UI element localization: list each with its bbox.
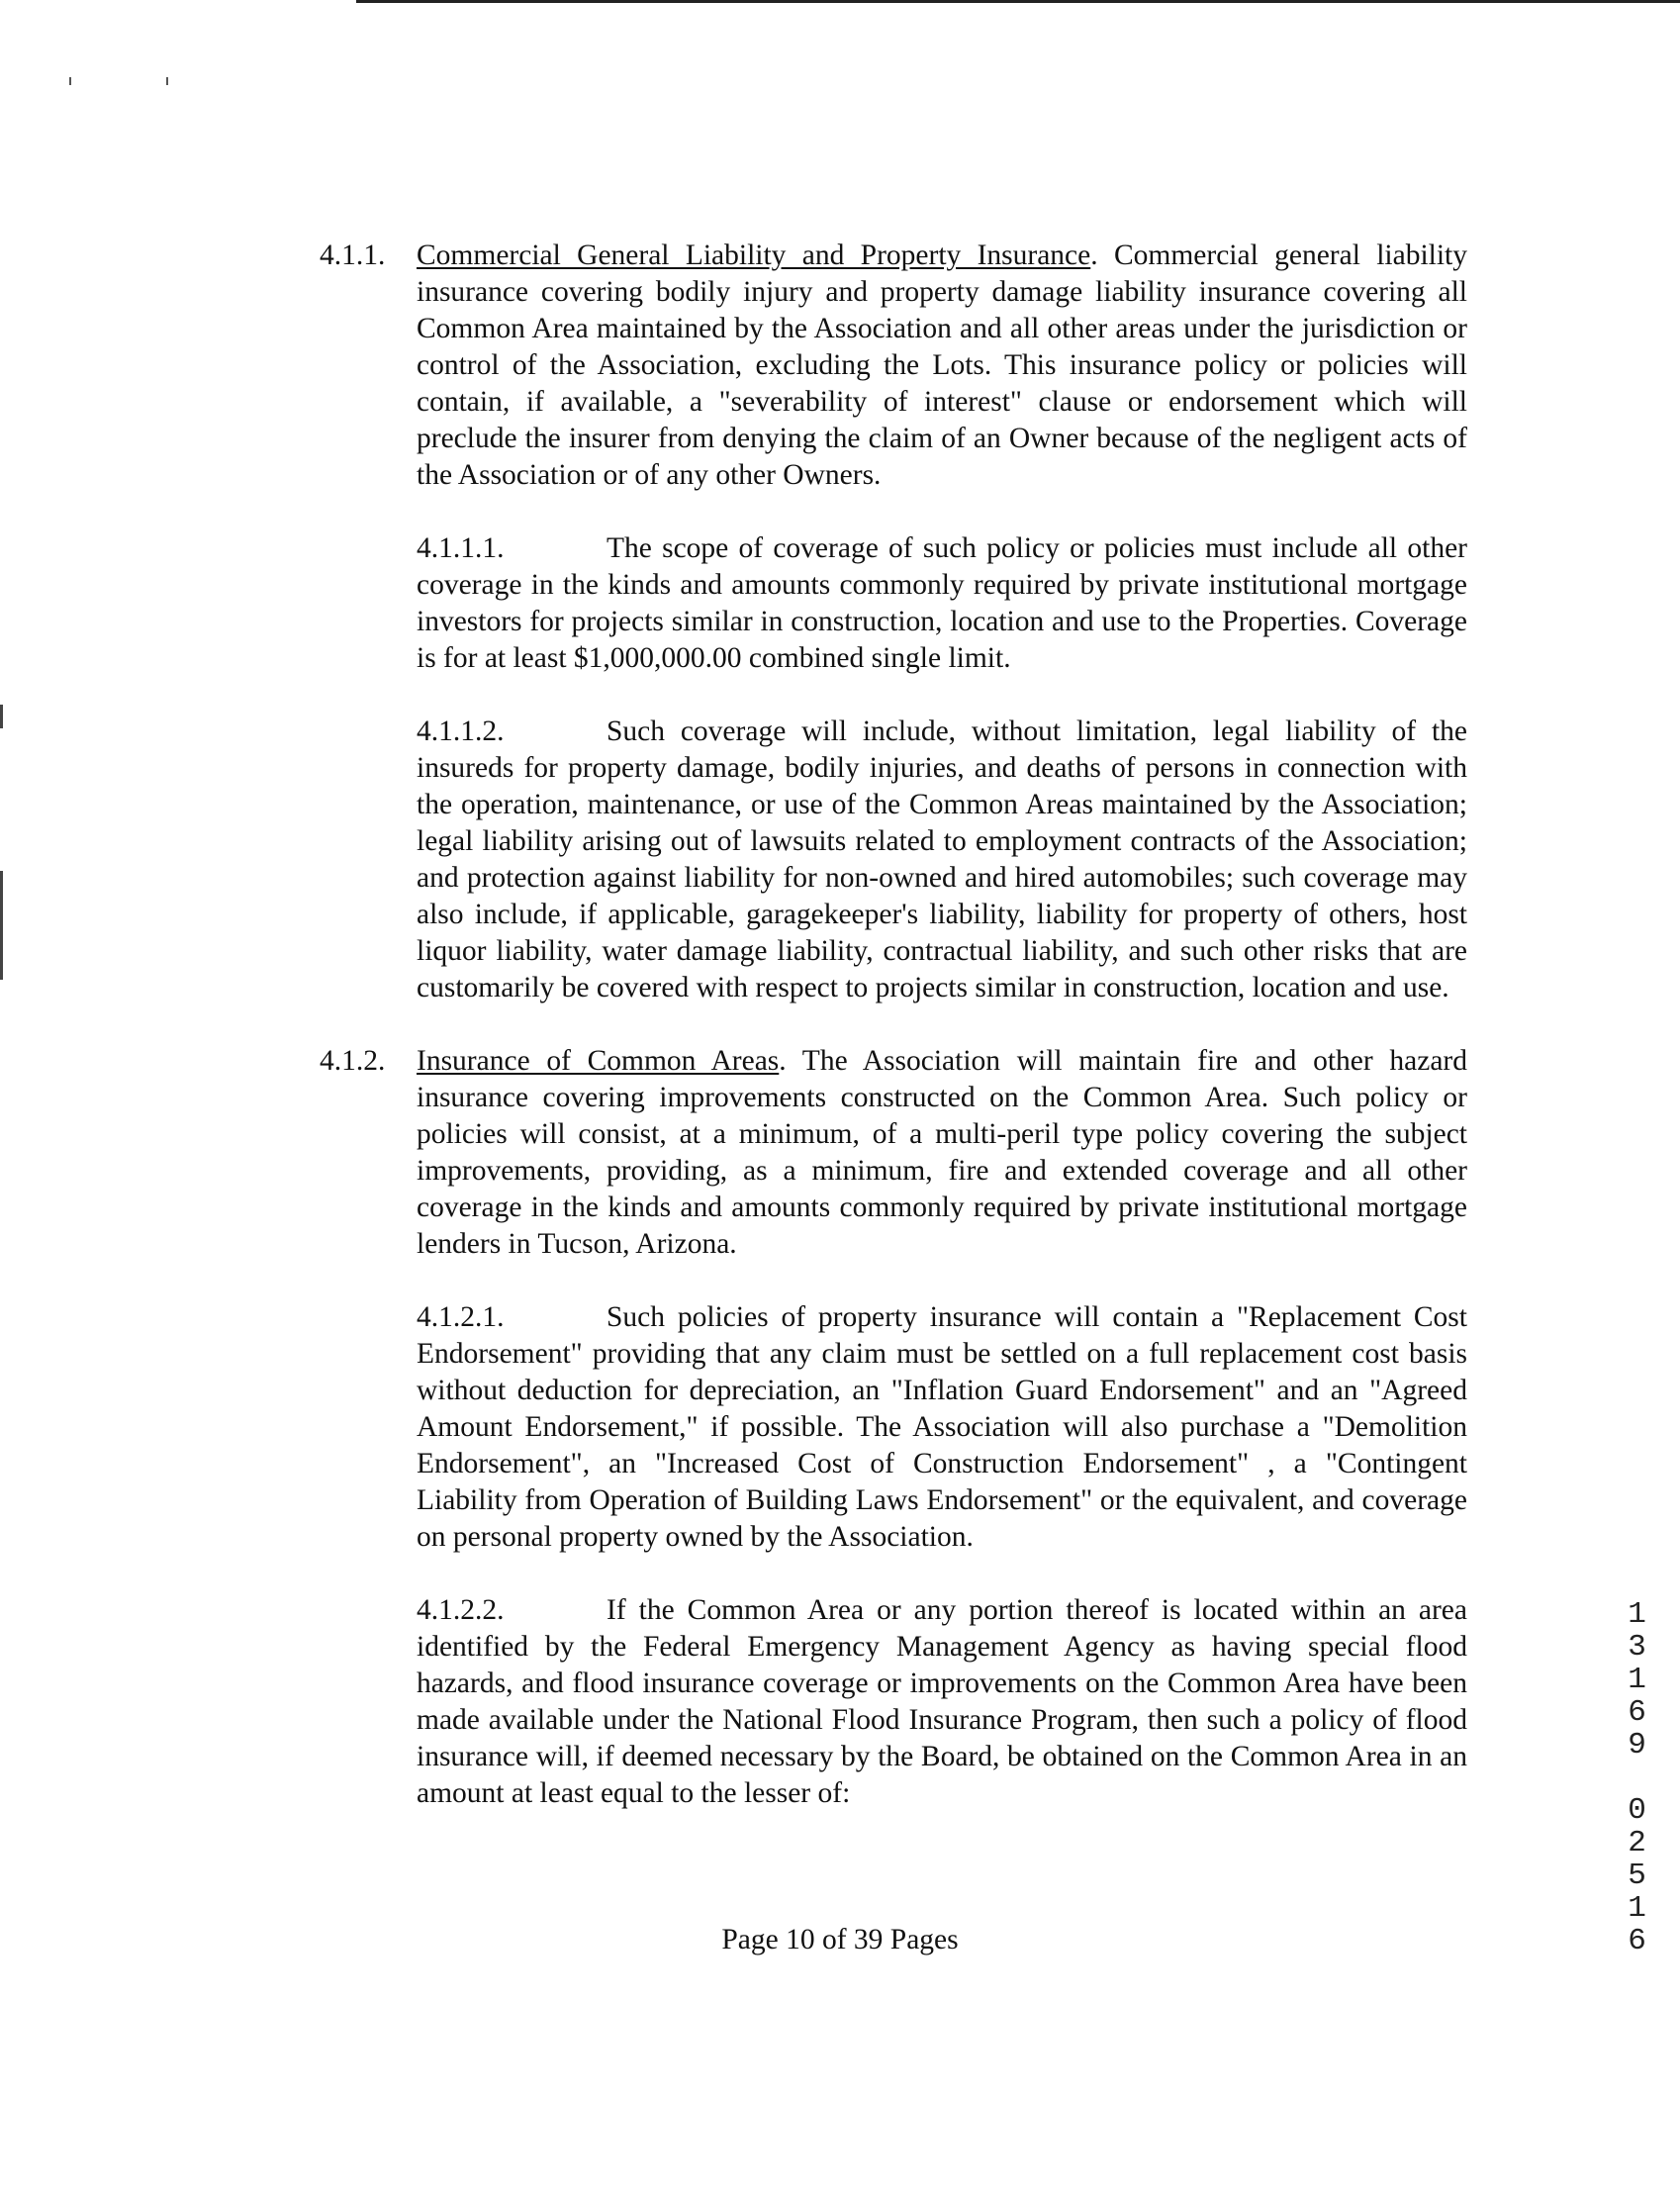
section-heading: Commercial General Liability and Property Insurance xyxy=(417,239,1091,271)
section-4-1-1 xyxy=(320,238,1467,494)
section-paragraph xyxy=(417,1043,1467,1263)
subsection-text: Such policies of property insurance will contain a "Replacement Cost Endorsement" providing that any claim must be settled on a full replacement cost basis without deduction for depreciation, an "Inflation Guard Endorsement" and an "Agreed Amount Endorsement," if possible. The Association will also purchase a "Demolition Endorsement", an "Increased Cost of Construction Endorsement" , a "Contingent Liability from Operation of Building Laws Endorsement" or the equivalent, and coverage on personal property owned by the Association. xyxy=(417,1301,1467,1553)
subsection-4-1-1-2 xyxy=(417,714,1467,1006)
scan-top-rule xyxy=(356,0,1680,3)
subsection-4-1-2-2 xyxy=(417,1592,1467,1812)
document-page xyxy=(320,238,1467,1849)
section-text: . Commercial general liability insurance covering bodily injury and property damage liability insurance covering all Common Area maintained by the Association and all other areas under the jurisdiction or control of the Association, excluding the Lots. This insurance policy or policies will contain, if available, a "severability of interest" clause or endorsement which will preclude the insurer from denying the claim of an Owner because of the negligent acts of the Association or of any other Owners. xyxy=(417,239,1467,491)
section-4-1-2 xyxy=(320,1043,1467,1263)
recording-stamp: 13169 02516 xyxy=(1620,1597,1654,1956)
section-text: . The Association will maintain fire and other hazard insurance covering improvements constructed on the Common Area. Such policy or policies will consist, at a minimum, of a multi-peril type policy covering the subject improvements, providing, as a minimum, fire and extended coverage and all other coverage in the kinds and amounts commonly required by private institutional mortgage lenders in Tucson, Arizona. xyxy=(417,1045,1467,1260)
scan-edge-mark xyxy=(0,871,3,980)
subsection-4-1-2-1 xyxy=(417,1299,1467,1556)
scan-mark xyxy=(166,77,168,85)
subsection-text: The scope of coverage of such policy or policies must include all other coverage in the kinds and amounts commonly required by private institutional mortgage investors for projects similar in construction, location and use to the Properties. Coverage is for at least $1,000,000.00 combined single limit. xyxy=(417,532,1467,674)
section-number: 4.1.1. xyxy=(320,239,386,271)
section-heading: Insurance of Common Areas xyxy=(417,1045,780,1077)
page-footer: Page 10 of 39 Pages xyxy=(721,1924,959,1955)
subsection-text: If the Common Area or any portion thereof is located within an area identified by the Federal Emergency Management Agency as having special flood hazards, and flood insurance coverage or improvements on the Common Area have been made available under the National Flood Insurance Program, then such a policy of flood insurance will, if deemed necessary by the Board, be obtained on the Common Area in an amount at least equal to the lesser of: xyxy=(417,1594,1467,1809)
scan-edge-mark xyxy=(0,705,3,728)
subsection-number: 4.1.2.1. xyxy=(417,1301,505,1333)
section-paragraph xyxy=(417,238,1467,494)
subsection-number: 4.1.2.2. xyxy=(417,1594,505,1626)
subsection-number: 4.1.1.2. xyxy=(417,715,505,747)
subsection-text: Such coverage will include, without limitation, legal liability of the insureds for property damage, bodily injuries, and deaths of persons in connection with the operation, maintenance, or use of the Common Areas maintained by the Association; legal liability arising out of lawsuits related to employment contracts of the Association; and protection against liability for non-owned and hired automobiles; such coverage may also include, if applicable, garagekeeper's liability, liability for property of others, host liquor liability, water damage liability, contractual liability, and such other risks that are customarily be covered with respect to projects similar in construction, location and use. xyxy=(417,715,1467,1003)
scan-mark xyxy=(69,77,71,85)
section-number: 4.1.2. xyxy=(320,1045,386,1077)
subsection-4-1-1-1 xyxy=(417,530,1467,677)
subsection-number: 4.1.1.1. xyxy=(417,532,505,564)
